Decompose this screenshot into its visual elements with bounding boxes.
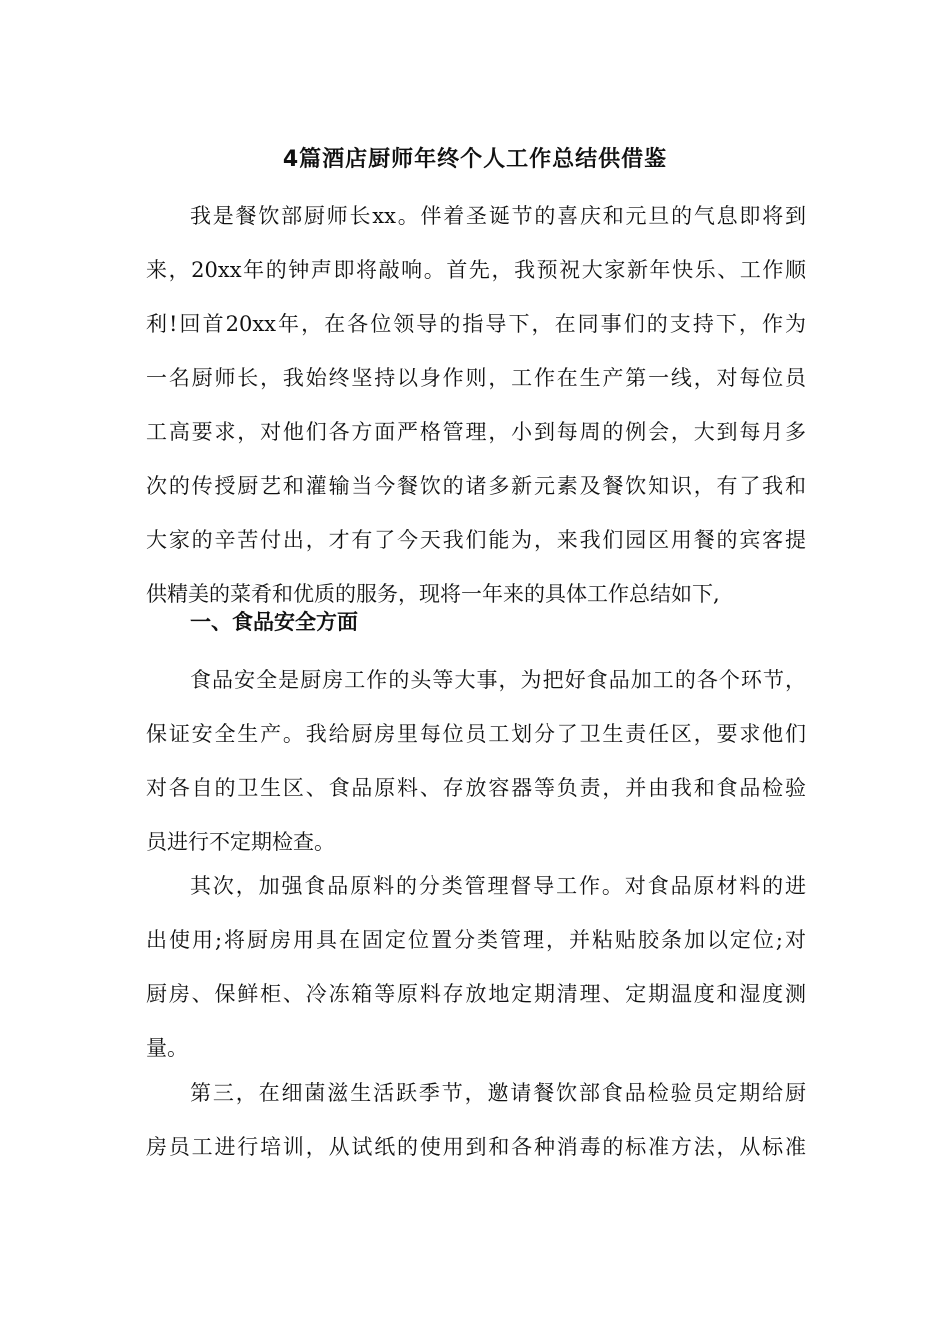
paragraph-line: 厨房、保鲜柜、冷冻箱等原料存放地定期清理、定期温度和湿度测 (146, 982, 806, 1006)
paragraph-line: 量。 (146, 1036, 188, 1060)
paragraph-line: 我是餐饮部厨师长xx。伴着圣诞节的喜庆和元旦的气息即将到 (190, 204, 806, 228)
paragraph-line: 来，20xx年的钟声即将敲响。首先，我预祝大家新年快乐、工作顺 (146, 258, 806, 282)
paragraph-line: 一名厨师长，我始终坚持以身作则，工作在生产第一线，对每位员 (146, 366, 806, 390)
paragraph-line: 供精美的菜肴和优质的服务，现将一年来的具体工作总结如下, (146, 582, 720, 606)
paragraph-line: 大家的辛苦付出，才有了今天我们能为，来我们园区用餐的宾客提 (146, 528, 806, 552)
paragraph-line: 对各自的卫生区、食品原料、存放容器等负责，并由我和食品检验 (146, 776, 806, 800)
paragraph-line: 利!回首20xx年，在各位领导的指导下，在同事们的支持下，作为 (146, 312, 806, 336)
paragraph-line: 员进行不定期检查。 (146, 830, 335, 854)
paragraph-line: 食品安全是厨房工作的头等大事，为把好食品加工的各个环节， (190, 668, 806, 692)
paragraph-line: 其次，加强食品原料的分类管理督导工作。对食品原材料的进 (190, 874, 806, 898)
paragraph-line: 出使用;将厨房用具在固定位置分类管理，并粘贴胶条加以定位;对 (146, 928, 806, 952)
paragraph-line: 房员工进行培训，从试纸的使用到和各种消毒的标准方法，从标准 (146, 1135, 806, 1159)
paragraph-line: 第三，在细菌滋生活跃季节，邀请餐饮部食品检验员定期给厨 (190, 1081, 806, 1105)
paragraph-line: 次的传授厨艺和灌输当今餐饮的诸多新元素及餐饮知识，有了我和 (146, 474, 806, 498)
paragraph-line: 保证安全生产。我给厨房里每位员工划分了卫生责任区，要求他们 (146, 722, 806, 746)
paragraph-line: 工高要求，对他们各方面严格管理，小到每周的例会，大到每月多 (146, 420, 806, 444)
section-heading: 一、食品安全方面 (190, 610, 358, 634)
document-title: 4篇酒店厨师年终个人工作总结供借鉴 (282, 147, 668, 172)
